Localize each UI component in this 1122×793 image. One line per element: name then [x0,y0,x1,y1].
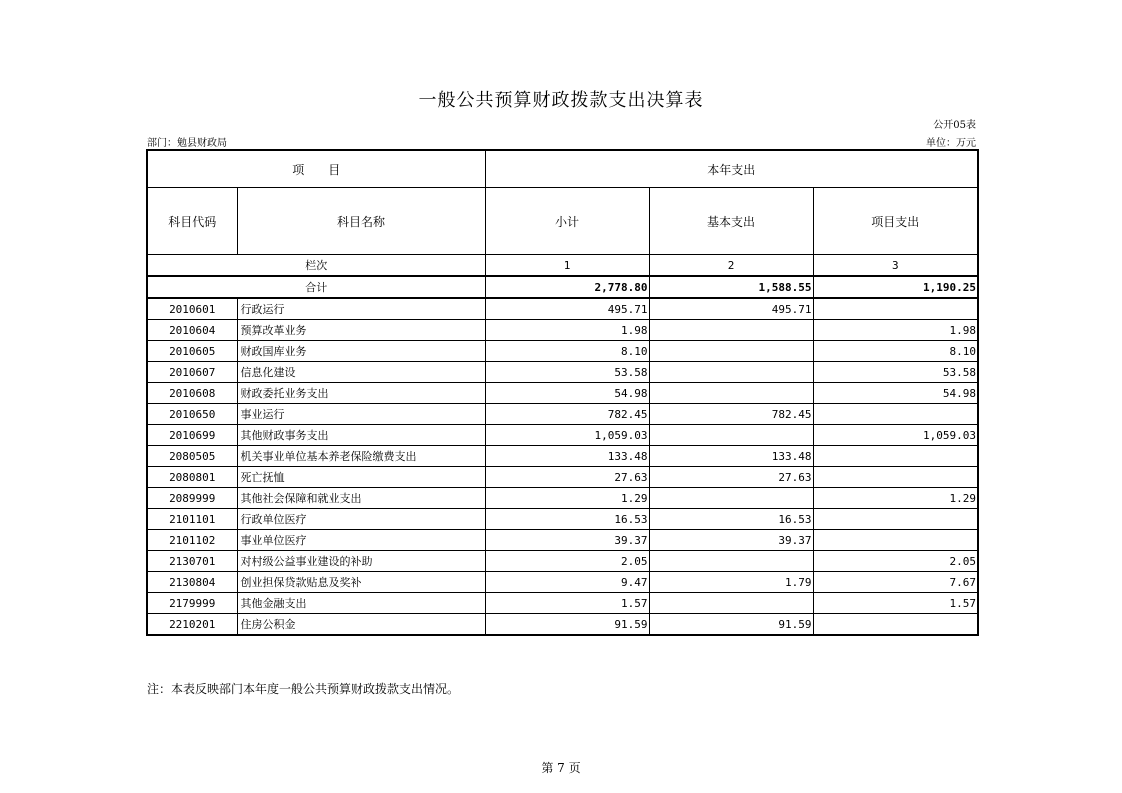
row-code: 2010605 [147,341,237,362]
row-project: 53.58 [813,362,978,383]
row-basic: 1.79 [649,572,813,593]
column-number-2: 2 [649,255,813,277]
row-subtotal: 39.37 [485,530,649,551]
row-name: 其他社会保障和就业支出 [237,488,485,509]
row-project: 1.29 [813,488,978,509]
row-project [813,298,978,320]
row-basic [649,551,813,572]
total-row [147,276,978,298]
row-name: 事业运行 [237,404,485,425]
department-label: 部门：勉县财政局 [147,138,227,149]
row-code: 2130701 [147,551,237,572]
row-code: 2089999 [147,488,237,509]
row-basic: 91.59 [649,614,813,636]
row-subtotal: 495.71 [485,298,649,320]
row-code: 2010699 [147,425,237,446]
row-project: 8.10 [813,341,978,362]
header-row-1 [147,150,978,188]
row-basic [649,593,813,614]
row-basic [649,488,813,509]
row-subtotal: 133.48 [485,446,649,467]
column-number-3: 3 [813,255,978,277]
row-name: 住房公积金 [237,614,485,636]
row-name: 财政委托业务支出 [237,383,485,404]
table-row [147,425,978,446]
row-project [813,509,978,530]
row-basic [649,320,813,341]
row-code: 2101101 [147,509,237,530]
row-code: 2010650 [147,404,237,425]
column-number-1: 1 [485,255,649,277]
row-code: 2010608 [147,383,237,404]
row-basic: 782.45 [649,404,813,425]
page-title: 一般公共预算财政拨款支出决算表 [418,90,704,111]
total-project: 1,190.25 [813,276,978,298]
row-project [813,530,978,551]
row-project: 1.98 [813,320,978,341]
row-project: 2.05 [813,551,978,572]
row-subtotal: 9.47 [485,572,649,593]
row-subtotal: 1.29 [485,488,649,509]
row-code: 2130804 [147,572,237,593]
expenditure-table [146,149,979,636]
column-number-label: 栏次 [147,255,485,277]
row-basic [649,383,813,404]
form-number: 公开05表 [933,120,976,131]
table-row [147,614,978,636]
table-row [147,383,978,404]
row-code: 2080801 [147,467,237,488]
total-subtotal: 2,778.80 [485,276,649,298]
row-basic [649,425,813,446]
row-basic: 16.53 [649,509,813,530]
header-subtotal: 小计 [485,188,649,255]
row-subtotal: 16.53 [485,509,649,530]
row-name: 信息化建设 [237,362,485,383]
table-row [147,509,978,530]
table-row [147,320,978,341]
row-subtotal: 1.57 [485,593,649,614]
row-project [813,404,978,425]
row-code: 2010601 [147,298,237,320]
table-row [147,341,978,362]
row-name: 其他金融支出 [237,593,485,614]
table-note: 注：本表反映部门本年度一般公共预算财政拨款支出情况。 [147,682,460,696]
row-basic: 27.63 [649,467,813,488]
table-row [147,467,978,488]
header-current-expenditure: 本年支出 [485,150,978,188]
header-row-2 [147,188,978,255]
row-name: 预算改革业务 [237,320,485,341]
row-subtotal: 54.98 [485,383,649,404]
row-project [813,614,978,636]
row-subtotal: 8.10 [485,341,649,362]
row-basic: 495.71 [649,298,813,320]
row-code: 2010604 [147,320,237,341]
row-subtotal: 27.63 [485,467,649,488]
row-code: 2080505 [147,446,237,467]
table-row [147,446,978,467]
row-code: 2010607 [147,362,237,383]
unit-label: 单位：万元 [926,138,976,149]
row-project: 1.57 [813,593,978,614]
row-project: 54.98 [813,383,978,404]
row-name: 机关事业单位基本养老保险缴费支出 [237,446,485,467]
table-row [147,530,978,551]
table-row [147,593,978,614]
table-row [147,572,978,593]
row-name: 死亡抚恤 [237,467,485,488]
row-basic [649,362,813,383]
row-basic: 133.48 [649,446,813,467]
table-row [147,298,978,320]
page-number: 第 7 页 [541,761,581,775]
row-name: 其他财政事务支出 [237,425,485,446]
table-row [147,488,978,509]
row-project [813,446,978,467]
row-project: 7.67 [813,572,978,593]
row-basic [649,341,813,362]
row-subtotal: 53.58 [485,362,649,383]
row-subtotal: 2.05 [485,551,649,572]
row-subtotal: 1,059.03 [485,425,649,446]
row-code: 2101102 [147,530,237,551]
column-number-row [147,255,978,277]
header-basic: 基本支出 [649,188,813,255]
header-name: 科目名称 [237,188,485,255]
row-basic: 39.37 [649,530,813,551]
row-name: 财政国库业务 [237,341,485,362]
row-name: 对村级公益事业建设的补助 [237,551,485,572]
header-project: 项目支出 [813,188,978,255]
table-row [147,362,978,383]
table-row [147,404,978,425]
row-name: 行政运行 [237,298,485,320]
row-code: 2179999 [147,593,237,614]
row-subtotal: 91.59 [485,614,649,636]
row-code: 2210201 [147,614,237,636]
total-label: 合计 [147,276,485,298]
row-project [813,467,978,488]
row-subtotal: 1.98 [485,320,649,341]
row-name: 行政单位医疗 [237,509,485,530]
header-item: 项 目 [147,150,485,188]
row-name: 事业单位医疗 [237,530,485,551]
row-subtotal: 782.45 [485,404,649,425]
table-row [147,551,978,572]
row-project: 1,059.03 [813,425,978,446]
header-code: 科目代码 [147,188,237,255]
row-name: 创业担保贷款贴息及奖补 [237,572,485,593]
total-basic: 1,588.55 [649,276,813,298]
